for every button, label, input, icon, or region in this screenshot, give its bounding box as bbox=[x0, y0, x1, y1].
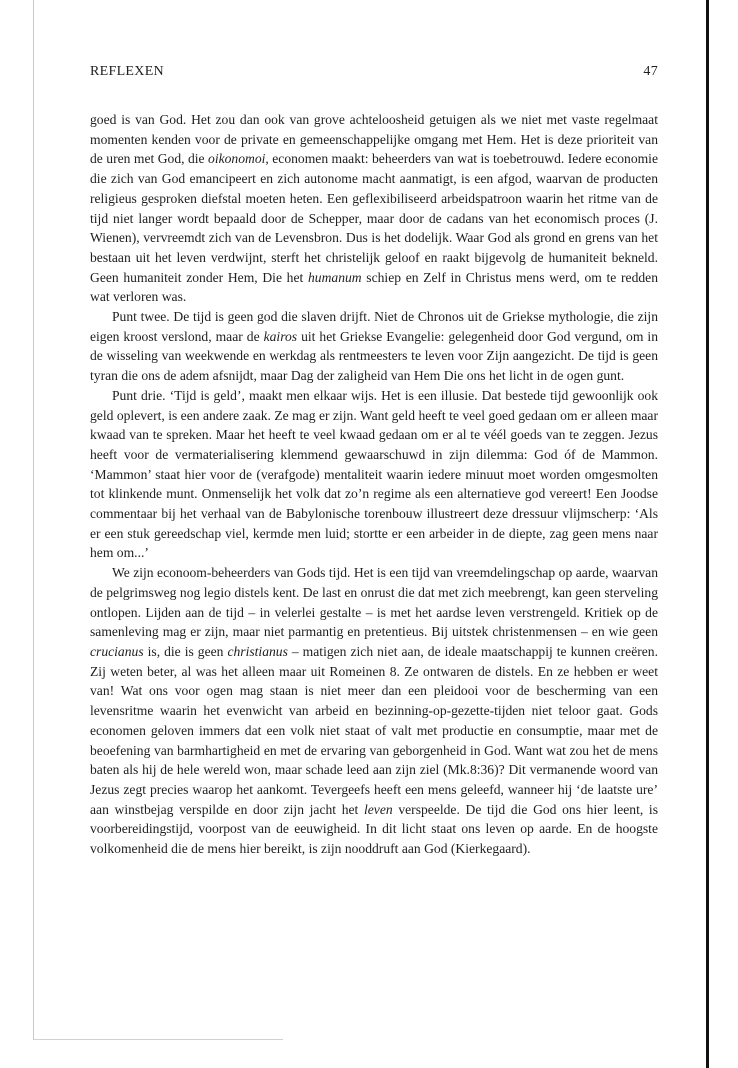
text-run: is, die is geen bbox=[143, 643, 228, 659]
paragraph bbox=[90, 307, 658, 386]
scan-edge-left bbox=[33, 0, 34, 1040]
text-run: We zijn econoom-beheerders van Gods tijd. Het is een tijd van vreemdelingschap op aarde, waarvan de pelgrimsweg nog legio distels kent. De last en onrust die dat met zich meebrengt, kan geen sterveling ontlopen. Lijden aan de tijd – in velerlei gestalte – is met het aardse leven verstrengeld. Kritiek op de samenleving mag er zijn, maar niet parmantig en pretentieus. Bij uitstek christenmensen – en wie geen bbox=[90, 565, 658, 640]
text-run: uit het Griekse Evangelie: gelegenheid door God vergund, om in de wisseling van weekwende en werkdag als rentmeesters te leven voor Zijn aangezicht. De tijd is geen tyran die ons de adem afsnijdt, maar Dag der zaligheid van Hem Die ons het licht in de ogen gunt. bbox=[90, 328, 658, 384]
text-run: Punt drie. ‘Tijd is geld’, maakt men elkaar wijs. Het is een illusie. Dat bestede tijd gewoonlijk ook geld oplevert, is een andere zaak. Ze mag er zijn. Want geld heeft te veel goed gedaan om er alleen maar kwaad van te spreken. Maar het heeft te veel kwaad gedaan om er al te véél goeds van te zeggen. Jezus heeft voor de vermaterialisering klemmend gewaarschuwd in zijn dilemma: God óf de Mammon. ‘Mammon’ staat hier voor de (verafgode) mentaliteit waarin iedere minuut moet worden omgesmolten tot klinkende munt. Onmenselijk het volk dat zo’n regime als een alternatieve god vereert! Een Joodse commentaar bij het verhaal van de Babylonische torenbouw illustreert deze dressuur vlijmscherp: ‘Als er een stuk gereedschap viel, kermde men luid; stortte er een arbeider in de diepte, zag geen mens naar hem om...’ bbox=[90, 387, 658, 561]
running-head bbox=[90, 64, 658, 84]
italic-term: oikonomoi bbox=[208, 151, 266, 167]
body-text bbox=[90, 110, 658, 859]
text-run: goed is van God. Het zou dan ook van grove achteloosheid getuigen als we niet met vaste regelmaat momenten kenden voor de private en gemeenschappelijke omgang met Hem. Het is deze prioriteit van de uren met God, die bbox=[90, 112, 658, 167]
italic-term: kairos bbox=[263, 328, 298, 344]
paragraph bbox=[90, 563, 658, 859]
italic-term: crucianus bbox=[90, 643, 144, 659]
italic-term: leven bbox=[364, 801, 393, 817]
scan-edge-right bbox=[706, 0, 709, 1068]
text-run: verspeelde. De tijd die God ons hier leent, is voorbereidingstijd, voorpost van de eeuwigheid. In dit licht staat ons leven op aarde. En de hoogste volkomenheid die de mens hier bereikt, is zijn nooddruft aan God (Kierkegaard). bbox=[90, 801, 659, 857]
paragraph bbox=[90, 110, 658, 307]
scan-edge-bottom bbox=[33, 1039, 283, 1040]
running-head-title: REFLEXEN bbox=[90, 64, 164, 79]
page-number: 47 bbox=[643, 64, 658, 79]
paragraph bbox=[90, 386, 658, 563]
text-run: – matigen zich niet aan, de ideale maatschappij te kunnen creëren. Zij weten beter, al was het alleen maar uit Romeinen 8. Ze ontwaren de distels. En ze hebben er weet van! Wat ons voor ogen mag staan is niet meer dan een pleidooi voor de bescherming van een levensritme waarin het evenwicht van arbeid en bezinning-op-gezette-tijden niet teloor gaat. Gods economen geloven immers dat een volk niet staat of valt met productie en consumptie, maar met de beoefening van barmhartigheid en met de ervaring van geborgenheid in God. Want wat zou het de mens baten als hij de hele wereld won, maar schade leed aan zijn ziel (Mk.8:36)? Dit vermanende woord van Jezus zegt precies waarop het aankomt. Tevergeefs heeft een mens geleefd, wanneer hij ‘de laatste ure’ aan winstbejag verspilde en door zijn jacht het bbox=[90, 643, 659, 817]
italic-term: humanum bbox=[307, 269, 362, 285]
text-run: , economen maakt: beheerders van wat is toebetrouwd. Iedere economie die zich van God emancipeert en zich autonome macht aanmatigt, is een afgod, waarvan de producten religieus gesproken diefstal moeten heten. Een geflexibiliseerd arbeidspatroon waarin het ritme van de tijd niet langer wordt bepaald door de Schepper, maar door de cadans van het economisch proces (J. Wienen), vervreemdt zich van de Levensbron. Dus is het dodelijk. Waar God als grond en grens van het bestaan uit het leven verdwijnt, sterft het christelijk geloof en raakt bijgevolg de humaniteit bekneld. Geen humaniteit zonder Hem, Die het bbox=[90, 151, 658, 285]
text-run: schiep en Zelf in Christus mens werd, om te redden wat verloren was. bbox=[90, 269, 658, 305]
text-run: Punt twee. De tijd is geen god die slaven drijft. Niet de Chronos uit de Griekse mythologie, die zijn eigen kroost verslond, maar de bbox=[90, 309, 658, 344]
italic-term: christianus bbox=[227, 643, 288, 659]
